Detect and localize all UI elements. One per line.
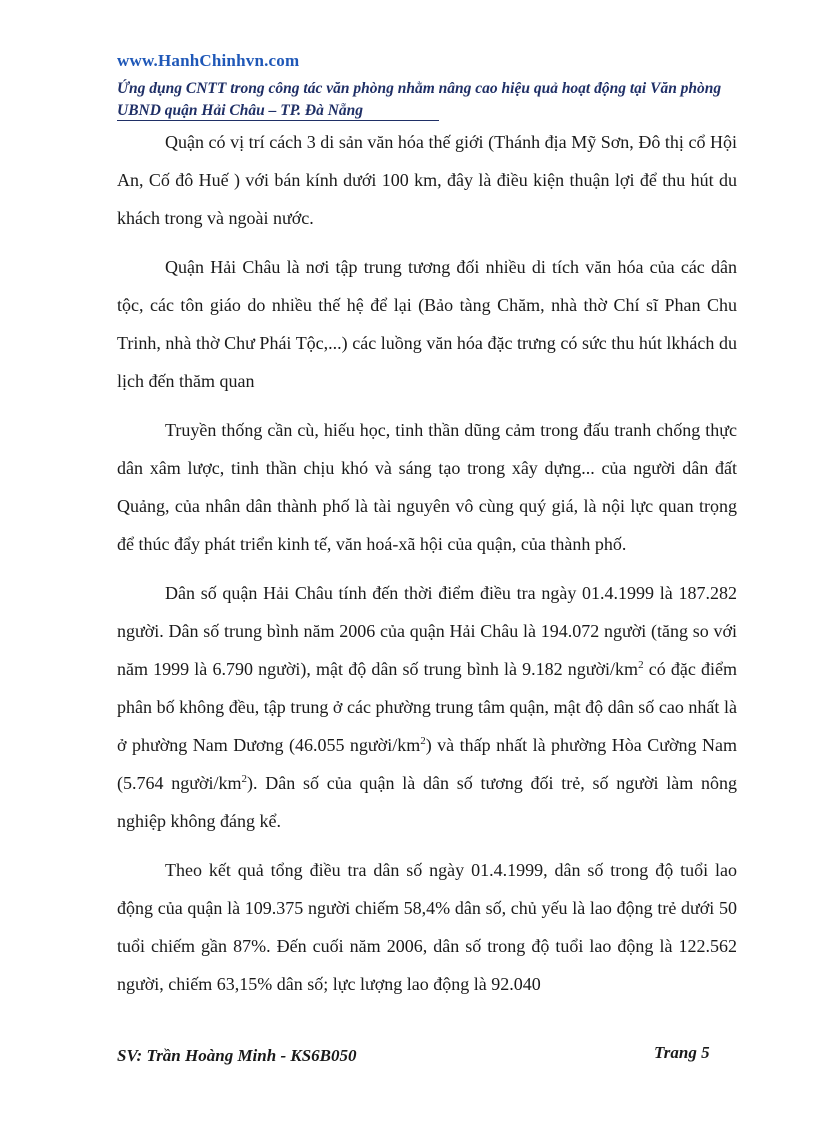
superscript-2: 2: [638, 659, 644, 671]
paragraph-tradition: Truyền thống cần cù, hiếu học, tinh thần dũng cảm trong đấu tranh chống thực dân xâm lược, tinh thần chịu khó và sáng tạo trong xây dựng... của người dân đất Quảng, của nhân dân thành phố là tài nguyên vô cùng quý giá, là nội lực quan trọng để thúc đẩy phát triển kinh tế, văn hoá-xã hội của quận, của thành phố.: [117, 420, 737, 554]
population-text-a: Dân số quận Hải Châu tính đến thời điểm điều tra ngày 01.4.1999 là 187.282 người. Dân số trung bình năm 2006 của quận Hải Châu là 194.072 người (tăng so với năm 1999 là 6.790 người), mật độ dân số trung bình là 9.182 người/km: [117, 583, 737, 679]
population-text-b: có đặc điểm phân bố không đều, tập trung ở các phường trung tâm quận, mật độ dân số cao nhất là ở phường Nam Dương (46.055 người/km: [117, 659, 737, 755]
paragraph-heritage: Quận Hải Châu là nơi tập trung tương đối nhiều di tích văn hóa của các dân tộc, các tôn giáo do nhiều thế hệ để lại (Bảo tàng Chăm, nhà thờ Chí sĩ Phan Chu Trinh, nhà thờ Chư Phái Tộc,...) các luồng văn hóa đặc trưng có sức thu hút lkhách du lịch đến thăm quan: [117, 257, 737, 391]
superscript-2: 2: [241, 773, 248, 785]
header-underline: [117, 120, 439, 121]
header-title: Ứng dụng CNTT trong công tác văn phòng nhằm nâng cao hiệu quả hoạt động tại Văn phòng UBND quận Hải Châu – TP. Đà Nẵng: [117, 80, 722, 119]
superscript-2: 2: [420, 735, 426, 747]
population-text-c: ) và thấp nhất là phường Hòa Cường Nam (5.764 người/km: [117, 735, 737, 793]
footer-author: SV: Trần Hoàng Minh - KS6B050: [117, 1046, 357, 1065]
paragraph-population: [117, 574, 737, 840]
paragraph-location: Quận có vị trí cách 3 di sản văn hóa thế giới (Thánh địa Mỹ Sơn, Đô thị cổ Hội An, Cố đô Huế ) với bán kính dưới 100 km, đây là điều kiện thuận lợi để thu hút du khách trong và ngoài nước.: [117, 132, 737, 228]
page-body: [117, 123, 737, 1014]
site-url[interactable]: www.HanhChinhvn.com: [117, 51, 300, 70]
paragraph-labor: Theo kết quả tổng điều tra dân số ngày 01.4.1999, dân số trong độ tuổi lao động của quận là 109.375 người chiếm 58,4% dân số, chủ yếu là lao động trẻ dưới 50 tuổi chiếm gần 87%. Đến cuối năm 2006, dân số trong độ tuổi lao động là 122.562 người, chiếm 63,15% dân số; lực lượng lao động là 92.040: [117, 860, 737, 994]
footer-page-number: Trang 5: [654, 1043, 710, 1062]
population-text-d: ). Dân số của quận là dân số tương đối trẻ, số người làm nông nghiệp không đáng kể.: [117, 773, 737, 831]
